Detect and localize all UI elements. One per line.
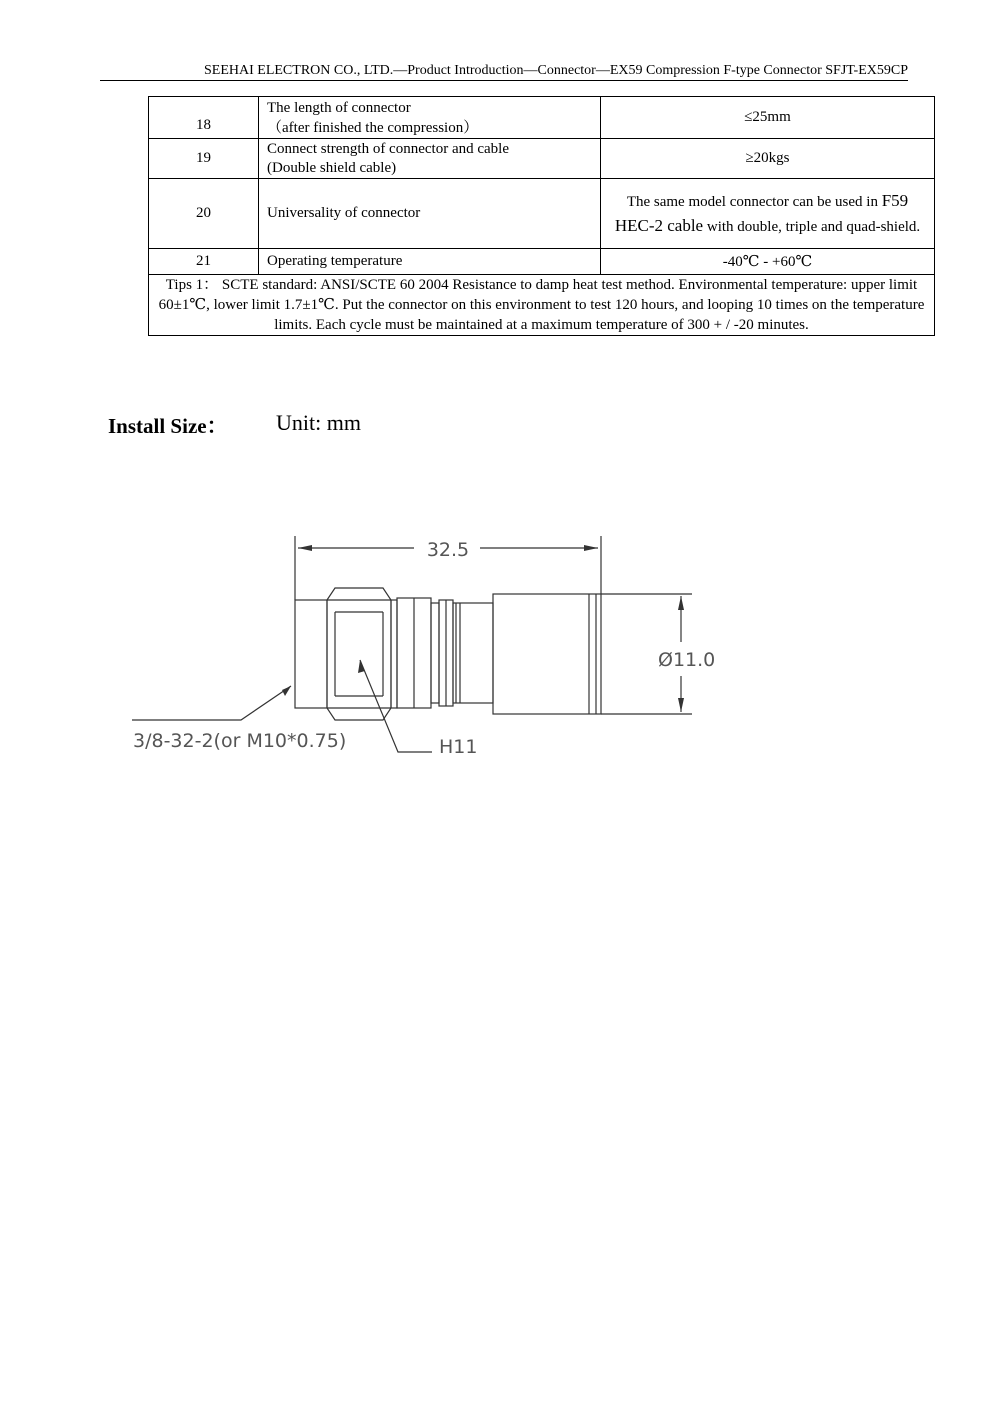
row-number: 20 (149, 179, 259, 249)
value-model: F59 (881, 190, 909, 210)
value-text-2: with double, triple and quad-shield. (703, 218, 921, 235)
row-value: ≤25mm (601, 97, 935, 139)
page-header: SEEHAI ELECTRON CO., LTD.—Product Introduction—Connector—EX59 Compression F-type Connector SFJT-EX59CP (204, 63, 908, 78)
tips-text: Tips 1： SCTE standard: ANSI/SCTE 60 2004 Resistance to damp heat test method. Environmental temperature: upper limit 60±1℃, lower limit 1.7±1℃. Put the connector on this environment to test 120 hours, and looping 10 times on the temperature limits. Each cycle must be maintained at a maximum temperature of 300 + / -20 minutes. (149, 275, 935, 336)
thread-spec-label: 3/8-32-2(or M10*0.75) (133, 730, 347, 752)
length-dimension-label: 32.5 (426, 539, 470, 561)
hex-size-label: H11 (439, 736, 478, 758)
row-number: 19 (149, 139, 259, 179)
item-line-1: Universality of connector (267, 205, 421, 221)
install-size-title: Install Size： (108, 414, 228, 438)
item-line-2: (Double shield cable) (267, 159, 397, 176)
value-text-1: The same model connector can be used in (626, 193, 882, 210)
row-value: ≥20kgs (601, 139, 935, 179)
row-number: 18 (149, 97, 259, 139)
item-line-2: （after finished the compression） (267, 119, 479, 136)
item-line-1: The length of connector (267, 99, 411, 116)
item-line-1: Connect strength of connector and cable (267, 140, 509, 157)
value-cable: HEC-2 cable (614, 215, 704, 235)
row-value: -40℃ - +60℃ (601, 249, 935, 275)
item-line-1: Operating temperature (267, 253, 403, 269)
unit-label: Unit: mm (276, 410, 361, 435)
diameter-dimension-label: Ø11.0 (658, 649, 716, 671)
row-number: 21 (149, 249, 259, 275)
